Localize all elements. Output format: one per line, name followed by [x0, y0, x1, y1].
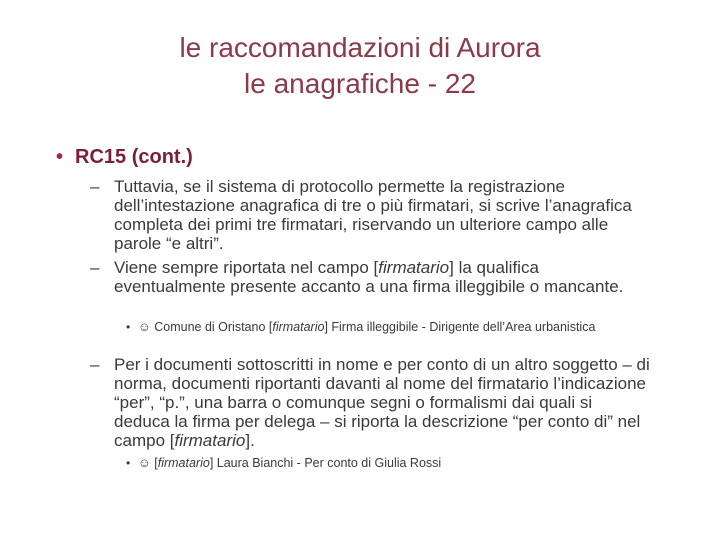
title-line-2: le anagrafiche - 22: [244, 68, 476, 99]
list-item-2-text: Viene sempre riportata nel campo [firmatario] la qualifica eventualmente presente accanto a una firma illeggibile o mancante.: [114, 258, 624, 296]
bullet-icon: •: [126, 456, 131, 470]
example-1: [126, 320, 630, 334]
list-item-1: [90, 177, 650, 253]
smiley-icon: ☺: [138, 456, 151, 470]
section-heading: [56, 146, 193, 169]
section-heading-text: RC15 (cont.): [75, 146, 193, 168]
list-item-3: [90, 355, 650, 450]
dash-icon: –: [90, 355, 100, 374]
slide-title: [0, 30, 720, 102]
example-2: [126, 456, 630, 470]
bullet-icon: •: [56, 146, 64, 168]
title-line-1: le raccomandazioni di Aurora: [179, 32, 541, 63]
list-item-3-text: Per i documenti sottoscritti in nome e per conto di un altro soggetto – di norma, documenti riportanti davanti al nome del firmatario l’indicazione “per”, “p.”, una barra o comunque segni o formalismi dai quali si deduca la firma per delega – si riporta la descrizione “per conto di” nel campo [firmatario].: [114, 355, 650, 450]
dash-icon: –: [90, 177, 100, 196]
list-item-2: [90, 258, 650, 296]
bullet-icon: •: [126, 320, 131, 334]
dash-icon: –: [90, 258, 100, 277]
smiley-icon: ☺: [138, 320, 151, 334]
example-2-text: ☺ [firmatario] Laura Bianchi - Per conto di Giulia Rossi: [138, 456, 442, 470]
example-1-text: ☺ Comune di Oristano [firmatario] Firma illeggibile - Dirigente dell’Area urbanistica: [138, 320, 596, 334]
list-item-1-text: Tuttavia, se il sistema di protocollo permette la registrazione dell’intestazione anagrafica di tre o più firmatari, si scrive l’anagrafica completa dei primi tre firmatari, riservando un ulteriore campo alle parole “e altri”.: [114, 177, 632, 253]
